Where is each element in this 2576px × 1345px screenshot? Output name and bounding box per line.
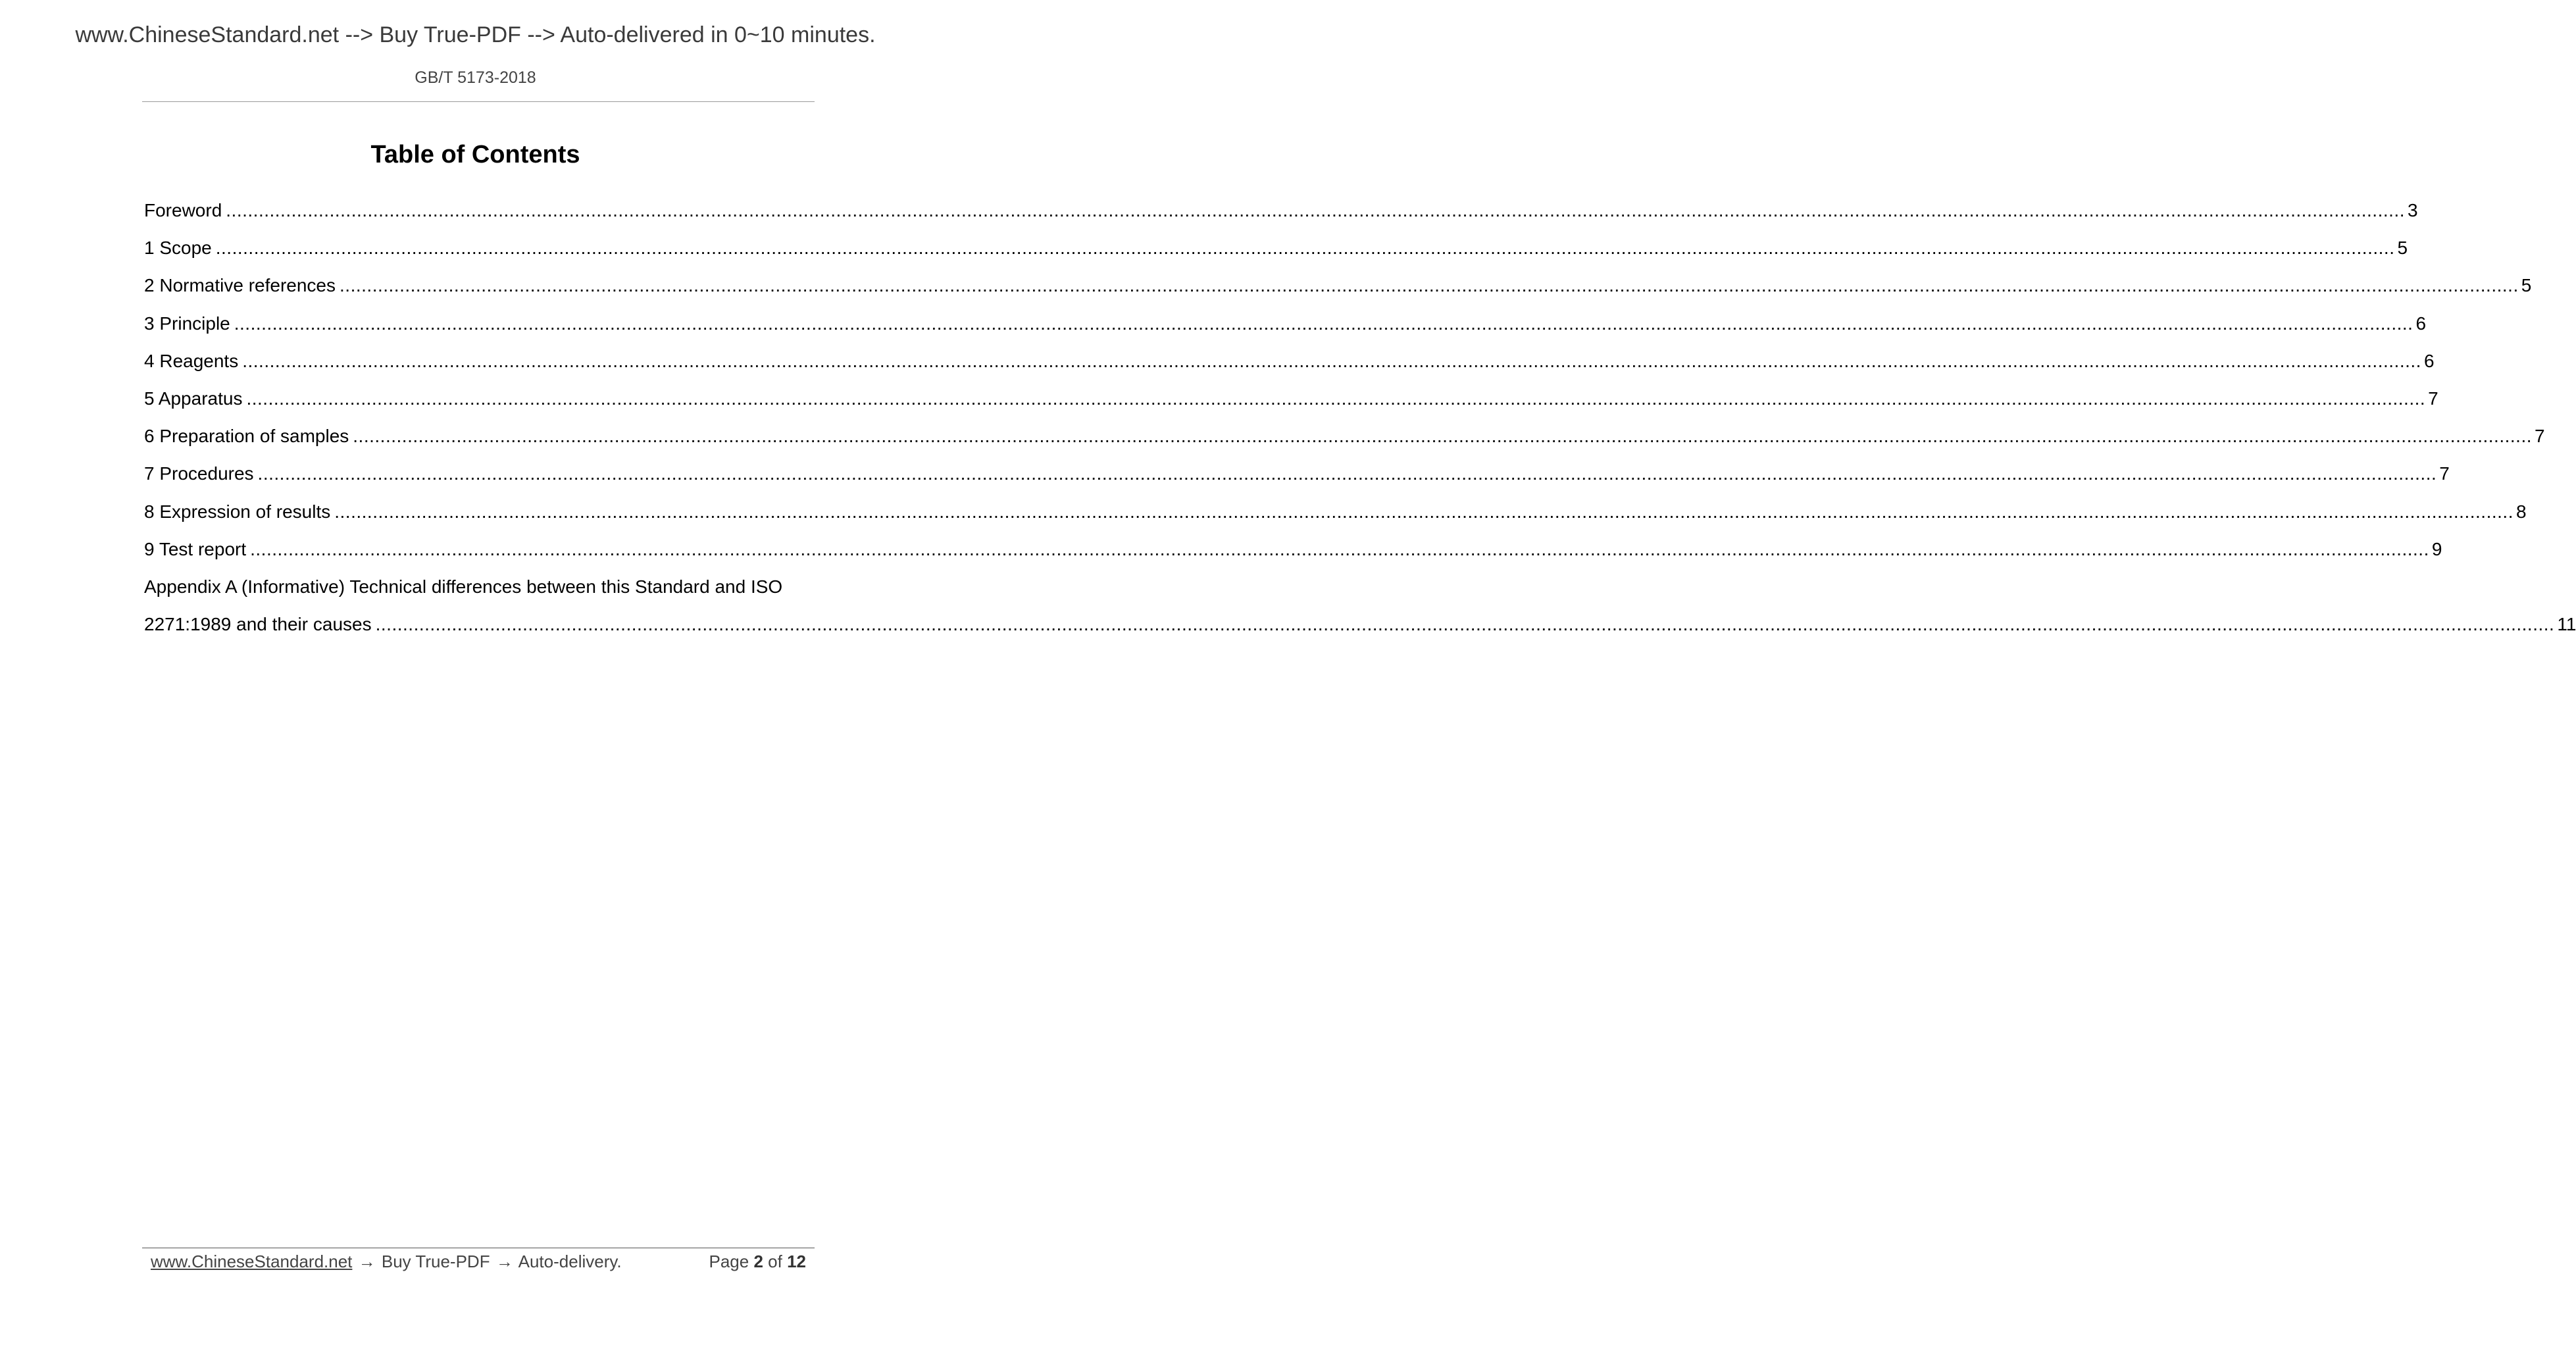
dot-leader: ................................................................................................................................................................................................................................................................................................................................................................................................................ [215, 238, 2395, 259]
dot-leader: ................................................................................................................................................................................................................................................................................................................................................................................................................ [234, 313, 2413, 334]
toc-entry-label: 1 Scope [144, 238, 212, 259]
toc-entry-expression-of-results[interactable] [144, 501, 2527, 540]
footer-buy-text: Buy True-PDF [381, 1252, 490, 1271]
toc-entry-label: Appendix A (Informative) Technical differences between this Standard and ISO [144, 576, 783, 597]
toc-entry-preparation-of-samples[interactable] [144, 426, 2545, 465]
current-page: 2 [753, 1252, 763, 1271]
dot-leader: ................................................................................................................................................................................................................................................................................................................................................................................................................ [340, 275, 2519, 296]
toc-entry-page: 3 [2407, 200, 2418, 220]
toc-entry-label: 4 Reagents [144, 350, 239, 371]
toc-entry-label: 5 Apparatus [144, 388, 243, 409]
page-word: Page [709, 1252, 749, 1271]
toc-entry-appendix-a-continued[interactable] [144, 614, 2576, 653]
dot-leader: ................................................................................................................................................................................................................................................................................................................................................................................................................ [353, 426, 2532, 447]
toc-entry-label: 6 Preparation of samples [144, 426, 349, 447]
toc-entry-page: 7 [2535, 426, 2545, 447]
toc-entry-appendix-a[interactable] [144, 578, 811, 615]
footer-delivery-text: Auto-delivery. [518, 1252, 622, 1271]
page-footer [151, 1252, 806, 1272]
toc-entry-apparatus[interactable] [144, 388, 2438, 427]
toc-entry-principle[interactable] [144, 313, 2427, 352]
toc-entry-label: 2271:1989 and their causes [144, 614, 372, 635]
toc-entry-page: 6 [2415, 313, 2427, 334]
toc-entry-procedures[interactable] [144, 463, 2450, 502]
toc-entry-label: Foreword [144, 200, 222, 220]
page-number [709, 1252, 806, 1272]
toc-entry-label: 2 Normative references [144, 275, 336, 296]
footer-site-link[interactable]: www.ChineseStandard.net [151, 1252, 353, 1271]
toc-entry-page: 7 [2428, 388, 2438, 409]
toc-entry-test-report[interactable] [144, 538, 2442, 578]
toc-entry-label: 9 Test report [144, 538, 247, 559]
dot-leader: ................................................................................................................................................................................................................................................................................................................................................................................................................ [375, 614, 2555, 635]
toc-entry-page: 8 [2515, 501, 2527, 522]
header-divider [142, 101, 815, 102]
toc-title: Table of Contents [370, 141, 580, 168]
toc-entry-label: 3 Principle [144, 313, 230, 334]
toc-entry-page: 6 [2423, 350, 2435, 371]
arrow-right-icon: → [358, 1252, 376, 1271]
toc-entry-label: 7 Procedures [144, 463, 254, 484]
arrow-right-icon: → [495, 1252, 513, 1271]
dot-leader: ................................................................................................................................................................................................................................................................................................................................................................................................................ [242, 350, 2421, 371]
toc-entry-foreword[interactable] [144, 200, 2418, 239]
dot-leader: ................................................................................................................................................................................................................................................................................................................................................................................................................ [257, 463, 2437, 484]
dot-leader: ................................................................................................................................................................................................................................................................................................................................................................................................................ [246, 388, 2426, 409]
toc-entry-label: 8 Expression of results [144, 501, 331, 522]
toc-entry-page: 7 [2439, 463, 2450, 484]
toc-entry-reagents[interactable] [144, 350, 2435, 390]
toc-entry-page: 5 [2521, 275, 2532, 296]
dot-leader: ................................................................................................................................................................................................................................................................................................................................................................................................................ [334, 501, 2513, 522]
toc-entry-page: 11 [2557, 614, 2576, 635]
table-of-contents [144, 200, 2576, 653]
top-banner: www.ChineseStandard.net --> Buy True-PDF --> Auto-delivered in 0~10 minutes. [75, 22, 876, 47]
toc-entry-normative-references[interactable] [144, 275, 2532, 314]
total-pages: 12 [787, 1252, 806, 1271]
toc-entry-page: 5 [2397, 238, 2408, 259]
toc-entry-page: 9 [2431, 538, 2442, 559]
document-code: GB/T 5173-2018 [415, 68, 536, 87]
of-word: of [768, 1252, 782, 1271]
dot-leader: ................................................................................................................................................................................................................................................................................................................................................................................................................ [226, 200, 2405, 220]
toc-entry-scope[interactable] [144, 238, 2408, 276]
dot-leader: ................................................................................................................................................................................................................................................................................................................................................................................................................ [250, 538, 2429, 559]
